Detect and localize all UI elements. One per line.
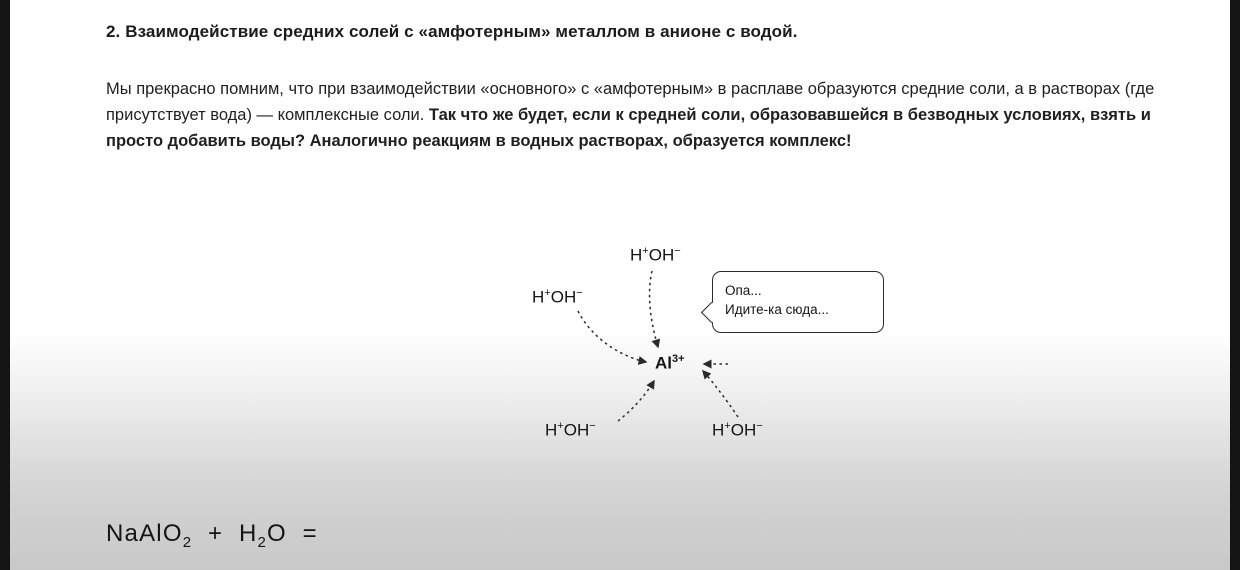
ion-minus: − [576, 287, 583, 299]
ion-plus: + [544, 287, 551, 299]
ion-minus: − [674, 245, 681, 257]
equation-reagent-2-o: O [267, 520, 287, 547]
ion-oh: OH [648, 245, 675, 265]
speech-bubble-line-1: Опа... [725, 283, 762, 298]
speech-bubble-tail [701, 302, 722, 323]
ion-upper-left [532, 287, 583, 308]
paragraph-bold-text: Так что же будет, если к средней соли, образовавшейся в безводных условиях, взять и просто добавить воды? Аналогично реакциям в водных растворах, образуется комплекс! [106, 106, 1151, 150]
equation-reagent-1-subscript: 2 [182, 533, 193, 551]
ion-oh: OH [730, 420, 757, 440]
ion-top [630, 245, 681, 266]
ion-plus: + [724, 420, 731, 432]
aluminium-symbol: Al [655, 353, 672, 373]
ion-minus: − [756, 420, 763, 432]
chemical-equation [106, 520, 318, 551]
paragraph-normal-text: Мы прекрасно помним, что при взаимодействии «основного» с «амфотерным» в расплаве образуются средние соли, а в растворах (где присутствует вода) — комплексные соли. [106, 80, 1155, 124]
ion-lower-left [545, 420, 596, 441]
ion-oh: OH [563, 420, 590, 440]
section-heading: 2. Взаимодействие средних солей с «амфотерным» металлом в анионе с водой. [106, 22, 798, 41]
equation-reagent-2-subscript: 2 [257, 533, 268, 551]
ion-plus: + [642, 245, 649, 257]
speech-bubble [712, 271, 884, 333]
equation-plus-sign: + [207, 520, 224, 547]
speech-bubble-line-2: Идите-ка сюда... [725, 302, 829, 317]
aluminium-hydration-diagram [500, 235, 930, 470]
equation-reagent-2-h: H [238, 520, 258, 547]
aluminium-cation-label [655, 353, 685, 374]
ion-oh: OH [550, 287, 577, 307]
ion-plus: + [557, 420, 564, 432]
equation-reagent-1: NaAlO [106, 520, 183, 547]
ion-h: H [630, 245, 643, 265]
aluminium-charge: 3+ [672, 353, 685, 365]
equation-equals-sign: = [302, 520, 318, 547]
ion-lower-right [712, 420, 763, 441]
ion-h: H [545, 420, 558, 440]
ion-h: H [532, 287, 545, 307]
ion-minus: − [589, 420, 596, 432]
body-paragraph [106, 76, 1161, 154]
ion-h: H [712, 420, 725, 440]
